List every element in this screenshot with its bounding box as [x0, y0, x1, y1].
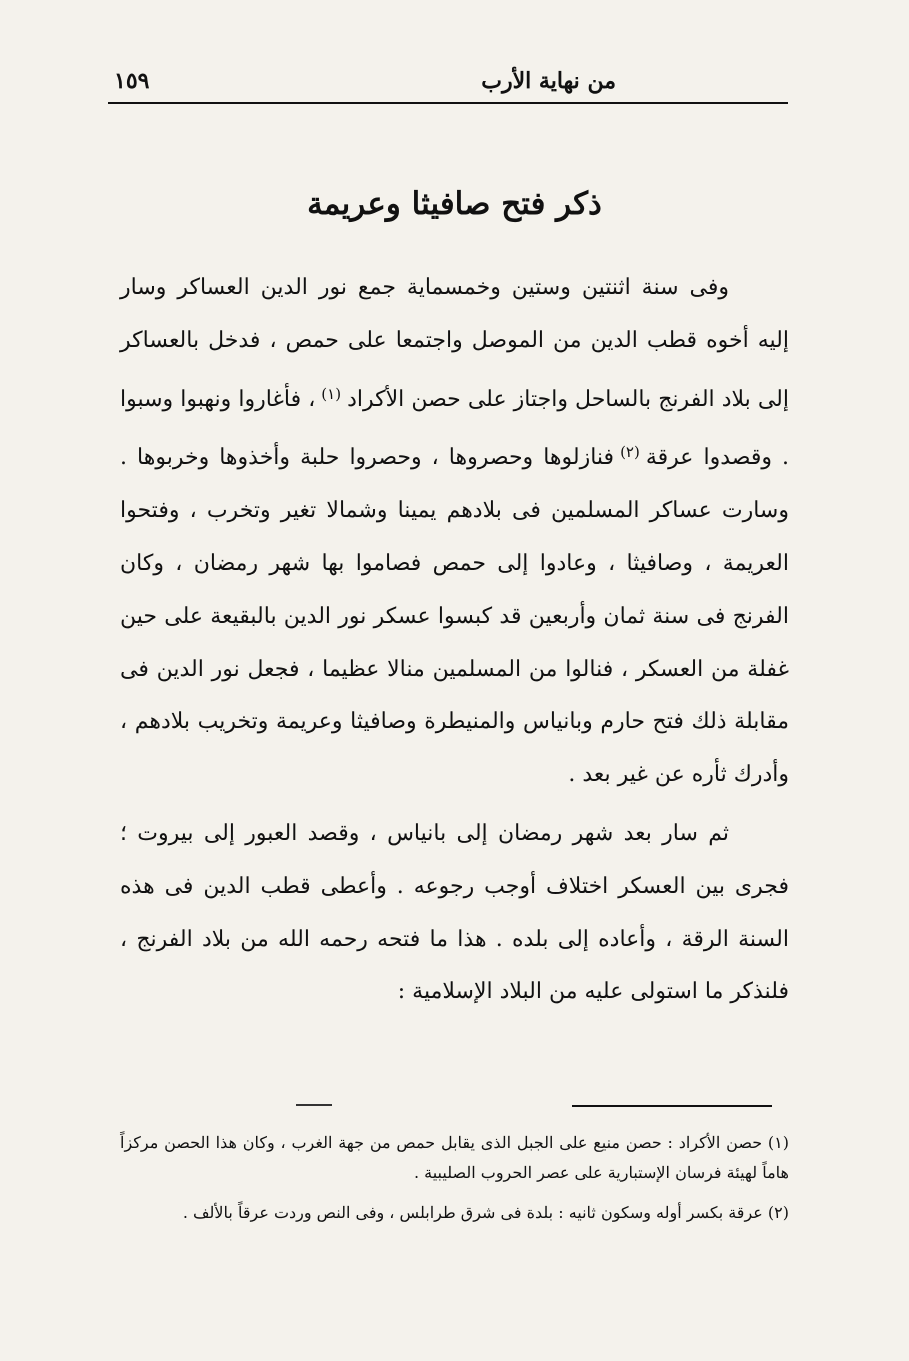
running-title: من نهاية الأرب [481, 68, 616, 94]
footnote-ref-2: (٢) [620, 443, 640, 462]
paragraph-2: ثم سار بعد شهر رمضان إلى بانياس ، وقصد العبور إلى بيروت ؛ فجرى بين العسكر اختلاف أوجب رجوعه . وأعطى قطب الدين فى هذه السنة الرقة ، وأعاده إلى بلده . هذا ما فتحه رحمه الله من بلاد الفرنج ، فلنذكر ما استولى عليه من البلاد الإسلامية : [120, 820, 789, 1005]
footnote-2: (٢) عرقة بكسر أوله وسكون ثانيه : بلدة فى شرق طرابلس ، وفى النص وردت عرقاً بالألف . [182, 1203, 789, 1222]
footnote-1: (١) حصن الأكراد : حصن منيع على الجبل الذى يقابل حمص من جهة الغرب ، وكان هذا الحصن مركزاً هاماً لهيئة فرسان الإستبارية على عصر الحروب الصليبية . [120, 1133, 789, 1182]
footnote-mark [296, 1104, 332, 1106]
paragraph-1 [120, 262, 789, 802]
paragraph-1-part-c: فنازلوها وحصروها ، وحصروا حلبة وأخذوها وخربوها . وسارت عساكر المسلمين فى بلادهم يمينا وشمالا تغير وتخرب ، وفتحوا العريمة ، وصافيثا ، وعادوا إلى حمص فصاموا بها شهر رمضان ، وكان الفرنج فى سنة ثمان وأربعين قد كبسوا عسكر نور الدين بالبقيعة على حين غفلة من العسكر ، فنالوا من المسلمين منالا عظيما ، فجعل نور الدين فى مقابلة ذلك فتح حارم وبانياس والمنيطرة وصافيثا وعريمة وتخريب بلادهم ، وأدرك ثأره عن غير بعد . [120, 445, 789, 788]
footnotes [120, 1128, 789, 1238]
paragraph-1-part-b: ، فأغاروا ونهبوا وسبوا . وقصدوا عرقة [120, 386, 789, 471]
page-number: ١٥٩ [114, 68, 150, 94]
paragraph-1-part-a: وفى سنة اثنتين وستين وخمسماية جمع نور الدين العساكر وسار إليه أخوه قطب الدين من الموصل واجتمعا على حمص ، فدخل بالعساكر إلى بلاد الفرنج بالساحل واجتاز على حصن الأكراد [120, 275, 789, 412]
footnote-rule [572, 1105, 772, 1107]
chapter-title: ذكر فتح صافيثا وعريمة [307, 186, 602, 222]
header-rule [108, 102, 788, 104]
running-head [108, 66, 788, 106]
footnote-ref-1: (١) [321, 384, 342, 403]
body-text [120, 262, 789, 1019]
